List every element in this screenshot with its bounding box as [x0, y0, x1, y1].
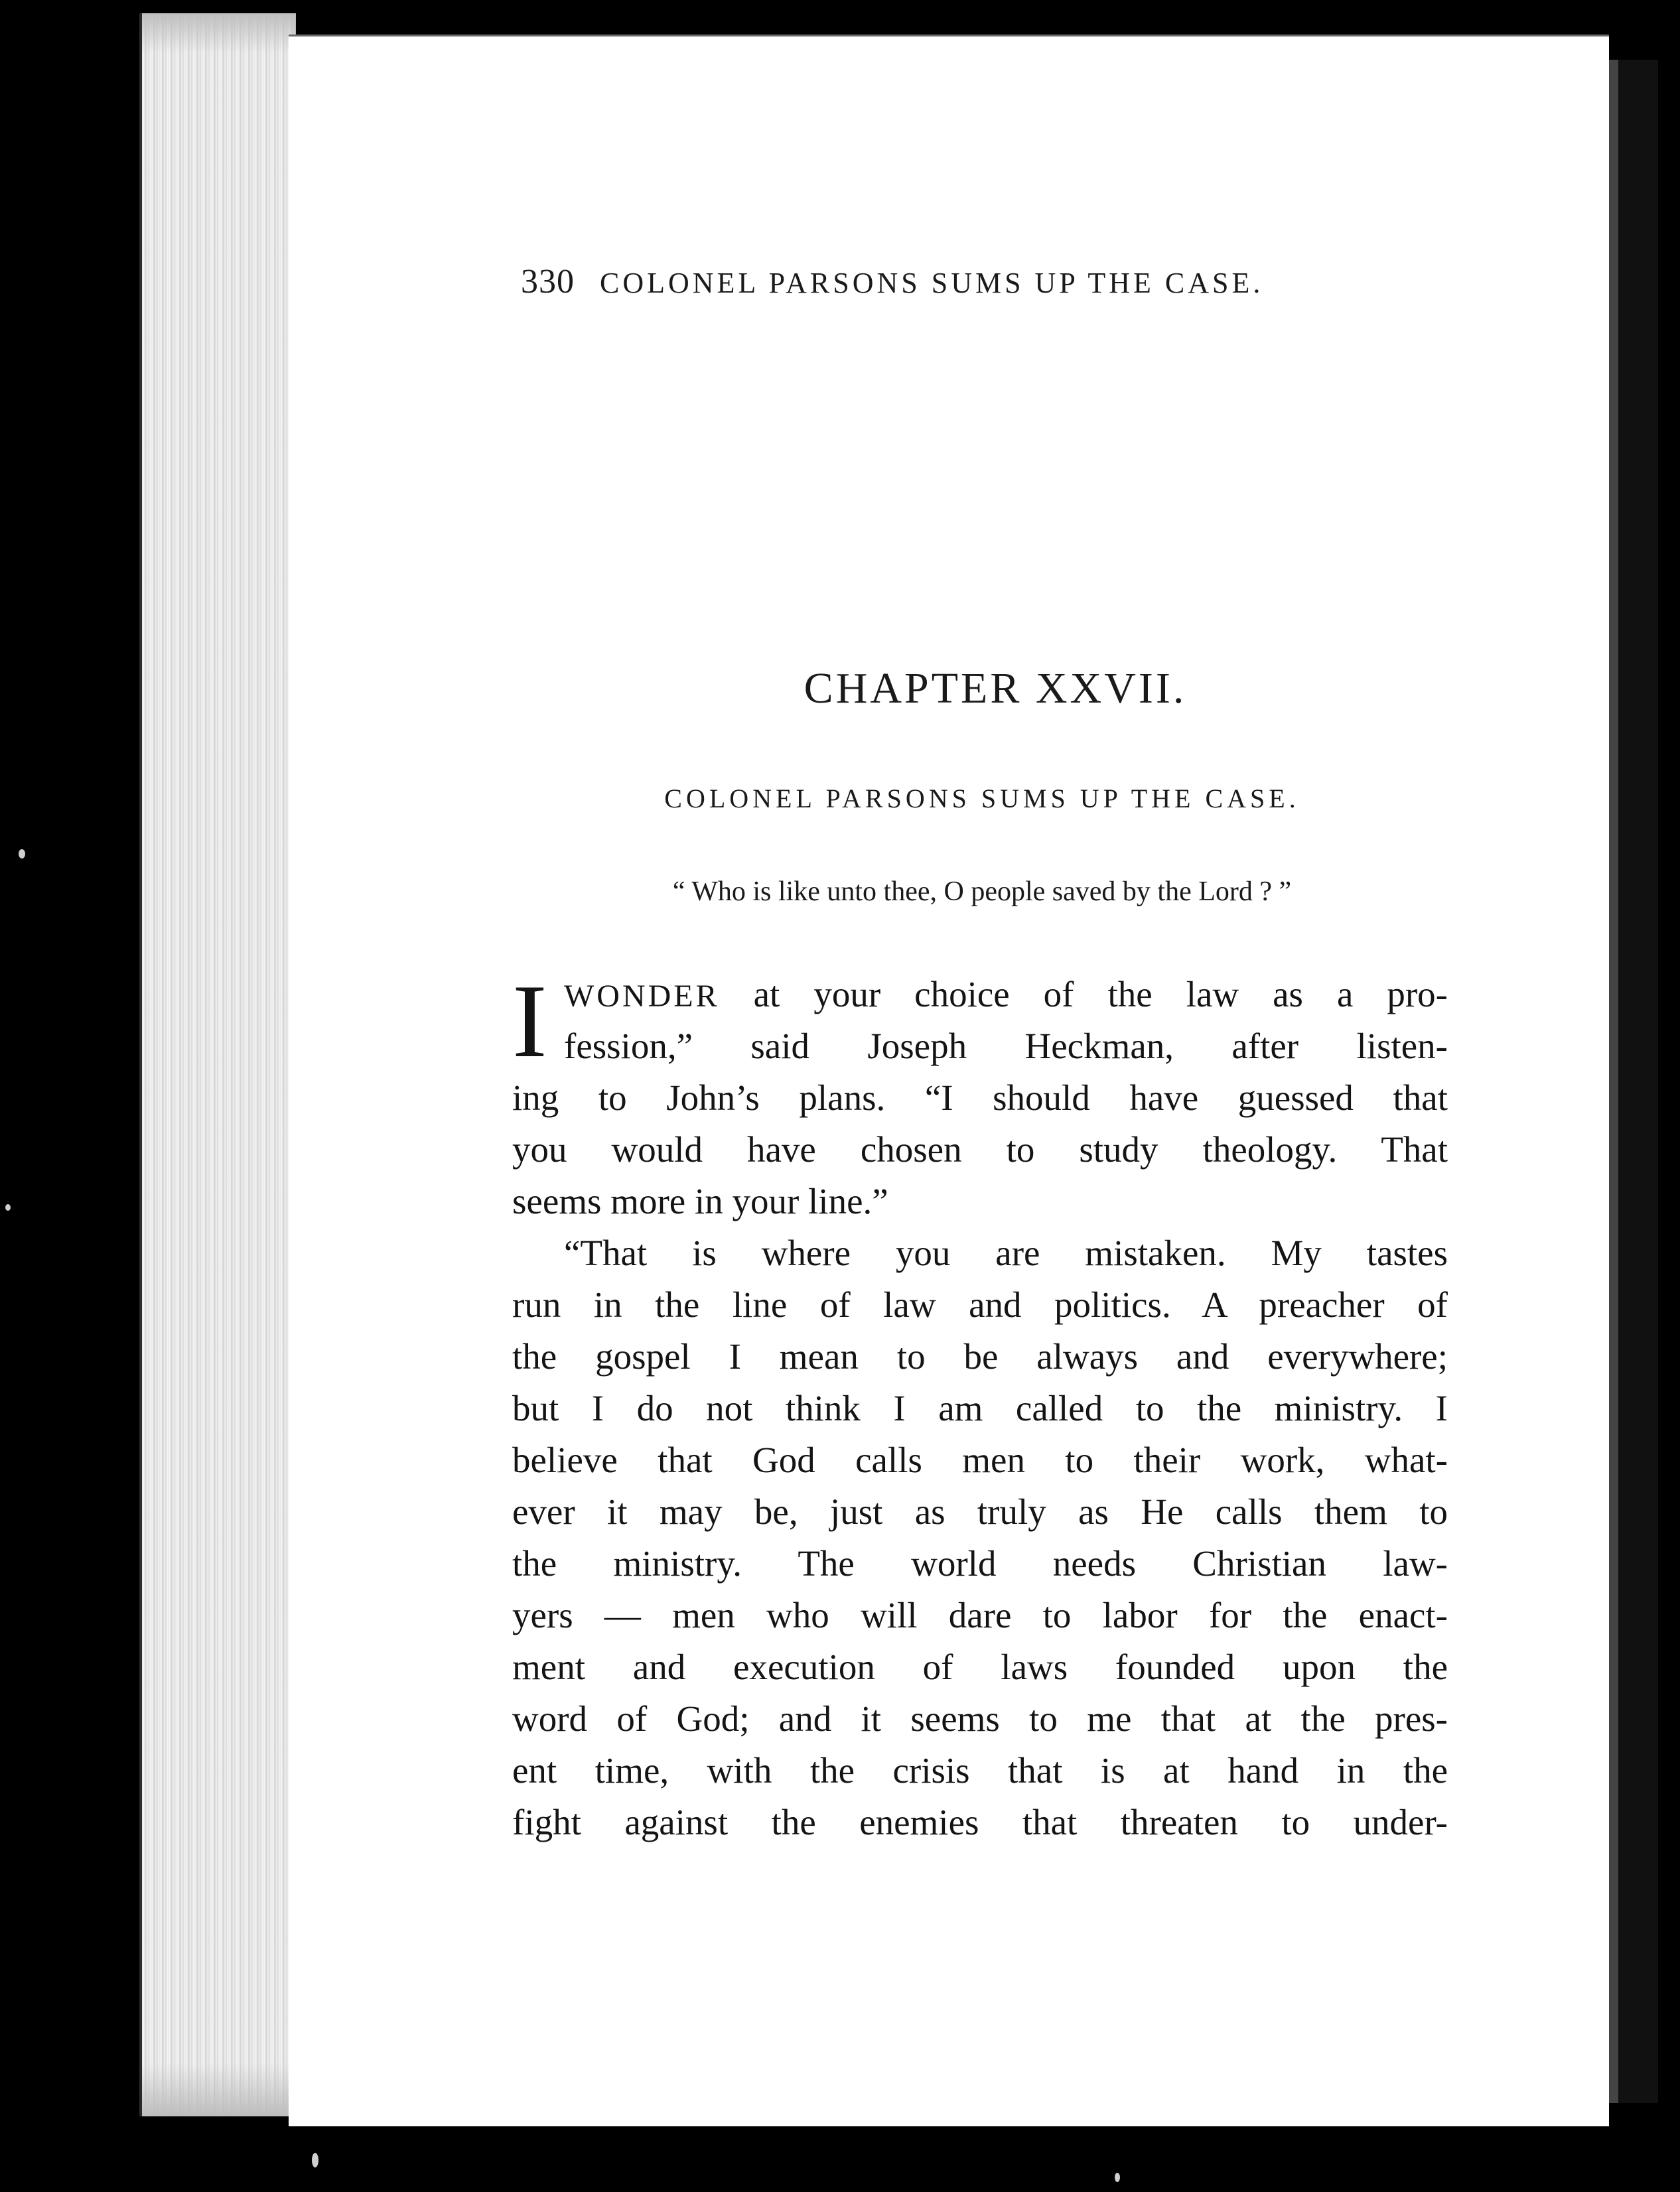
text-line: you would have chosen to study theology. That: [512, 1129, 1448, 1170]
text-line: run in the line of law and politics. A preacher of: [512, 1284, 1448, 1325]
text-line: ent time, with the crisis that is at hand in the: [512, 1750, 1448, 1791]
page-edges: [139, 13, 296, 2116]
text-line: but I do not think I am called to the ministry. I: [512, 1388, 1448, 1428]
running-head-title: COLONEL PARSONS SUMS UP THE CASE.: [600, 267, 1264, 299]
running-head: [521, 262, 1357, 308]
opening-paragraph: [512, 963, 1448, 1079]
facing-page-edge: [1609, 60, 1658, 2103]
scan-speck: [1115, 2173, 1120, 2182]
page-number: 330: [521, 263, 575, 301]
chapter-title: COLONEL PARSONS SUMS UP THE CASE.: [664, 784, 1300, 813]
chapter-number: CHAPTER XXVII.: [804, 664, 1187, 713]
epigraph: “ Who is like unto thee, O people saved by the Lord ? ”: [672, 876, 1292, 907]
text-line: yers — men who will dare to labor for the enact-: [512, 1595, 1448, 1635]
text-line: fight against the enemies that threaten to under-: [512, 1802, 1448, 1842]
text-line: believe that God calls men to their work, what-: [512, 1440, 1448, 1480]
body-text: [512, 963, 1448, 1848]
scan-speck: [312, 2153, 318, 2167]
scan-speck: [5, 1204, 11, 1211]
text-line: word of God; and it seems to me that at the pres-: [512, 1698, 1448, 1739]
text-line: ing to John’s plans. “I should have guessed that: [512, 1077, 1448, 1118]
text-line: ever it may be, just as truly as He calls them to: [512, 1491, 1448, 1532]
text-line: the gospel I mean to be always and everywhere;: [512, 1336, 1448, 1377]
text-line: “That is where you are mistaken. My tastes: [564, 1233, 1448, 1273]
opening-word: WONDER: [564, 979, 720, 1014]
drop-cap: I: [512, 963, 547, 1079]
text-line: seems more in your line.”: [512, 1181, 888, 1221]
scan-speck: [19, 849, 25, 858]
text-line: fession,” said Joseph Heckman, after listen-: [564, 1026, 1448, 1066]
text-line: WONDER at your choice of the law as a pro-: [564, 974, 1448, 1014]
text-line: the ministry. The world needs Christian law-: [512, 1543, 1448, 1584]
text-line: ment and execution of laws founded upon the: [512, 1647, 1448, 1687]
